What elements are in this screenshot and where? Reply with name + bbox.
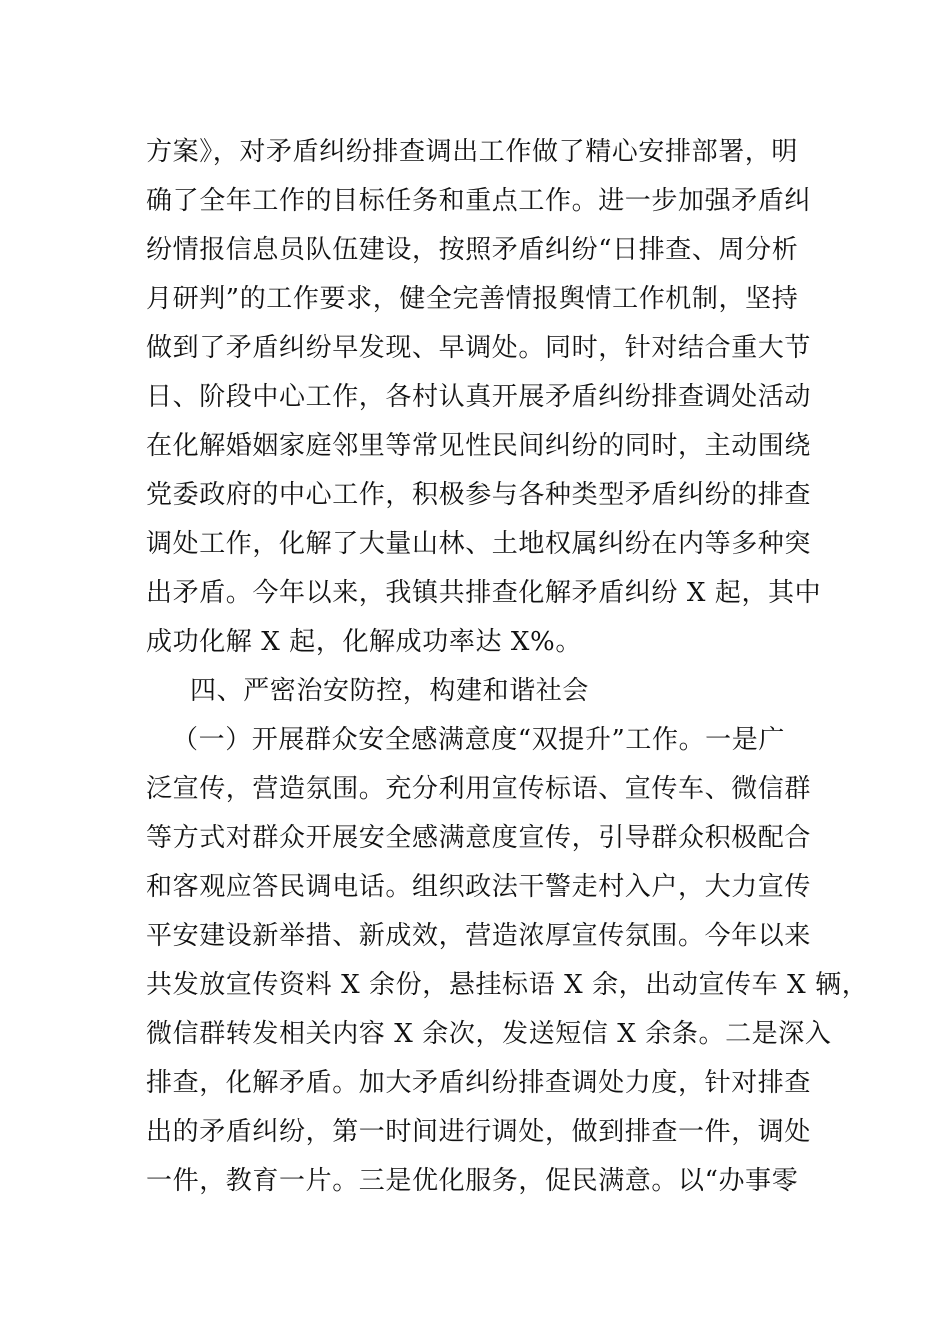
paragraph-line: 一件，教育一片。三是优化服务，促民满意。以“办事零 <box>146 1166 799 1196</box>
paragraph-line: 月研判”的工作要求，健全完善情报舆情工作机制，坚持 <box>146 284 799 314</box>
paragraph-line: 排查，化解矛盾。加大矛盾纠纷排查调处力度，针对排查 <box>146 1068 812 1098</box>
paragraph-line: 和客观应答民调电话。组织政法干警走村入户，大力宣传 <box>146 872 812 902</box>
paragraph-line: 泛宣传，营造氛围。充分利用宣传标语、宣传车、微信群 <box>146 774 812 804</box>
paragraph-line-first: （一）开展群众安全感满意度“双提升”工作。一是广 <box>172 725 785 755</box>
paragraph-line: 平安建设新举措、新成效，营造浓厚宣传氛围。今年以来 <box>146 921 812 951</box>
paragraph-line: 出矛盾。今年以来，我镇共排查化解矛盾纠纷 X 起，其中 <box>146 578 822 608</box>
paragraph-line: 党委政府的中心工作，积极参与各种类型矛盾纠纷的排查 <box>146 480 812 510</box>
paragraph-line: 日、阶段中心工作，各村认真开展矛盾纠纷排查调处活动 <box>146 382 812 412</box>
paragraph-line: 微信群转发相关内容 X 余次，发送短信 X 余条。二是深入 <box>146 1019 832 1049</box>
document-body <box>146 128 869 1206</box>
paragraph-line: 调处工作，化解了大量山林、土地权属纠纷在内等多种突 <box>146 529 812 559</box>
paragraph-line: 确了全年工作的目标任务和重点工作。进一步加强矛盾纠 <box>146 186 812 216</box>
paragraph-line: 方案》，对矛盾纠纷排查调出工作做了精心安排部署，明 <box>146 137 799 167</box>
section-heading: 四、严密治安防控，构建和谐社会 <box>190 676 590 706</box>
paragraph-line: 做到了矛盾纠纷早发现、早调处。同时，针对结合重大节 <box>146 333 812 363</box>
paragraph-line: 共发放宣传资料 X 余份，悬挂标语 X 余，出动宣传车 X 辆， <box>146 970 869 1000</box>
paragraph-line: 等方式对群众开展安全感满意度宣传，引导群众积极配合 <box>146 823 812 853</box>
paragraph-line: 纷情报信息员队伍建设，按照矛盾纠纷“日排查、周分析 <box>146 235 799 265</box>
paragraph-line: 出的矛盾纠纷，第一时间进行调处，做到排查一件，调处 <box>146 1117 812 1147</box>
paragraph-line: 成功化解 X 起，化解成功率达 X%。 <box>146 627 582 657</box>
paragraph-line: 在化解婚姻家庭邻里等常见性民间纠纷的同时，主动围绕 <box>146 431 812 461</box>
